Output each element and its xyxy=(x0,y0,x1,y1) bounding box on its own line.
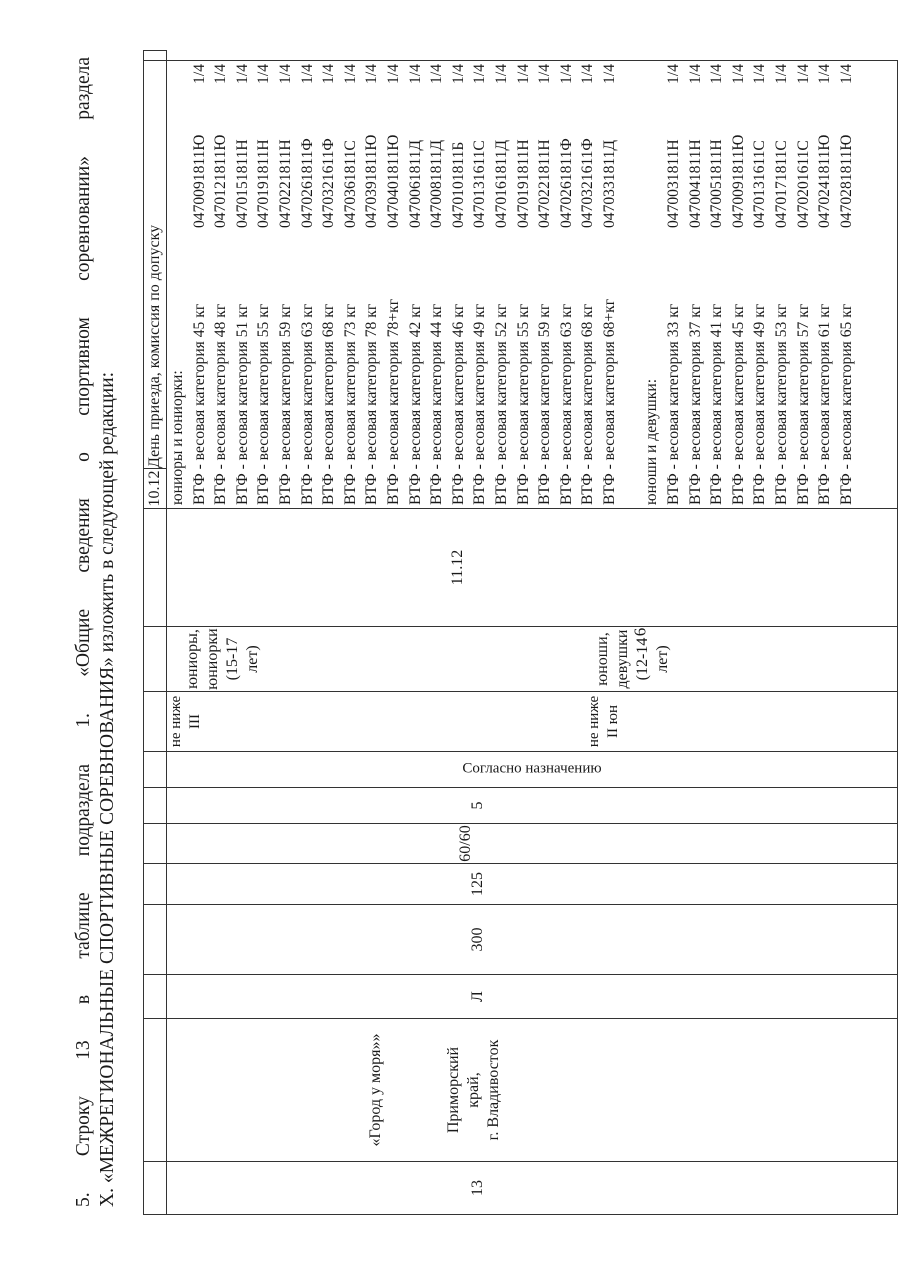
row-number-cell xyxy=(167,1162,898,1215)
category-quota: 1/4 xyxy=(471,64,489,84)
category-label: ВТФ - весовая категория 68+кг xyxy=(600,298,618,505)
category-code: 0470261811Ф xyxy=(557,138,575,228)
event-name: «Город у моря»» xyxy=(367,1033,384,1147)
category-label: ВТФ - весовая категория 78 кг xyxy=(363,303,381,505)
category-code: 0470151811Н xyxy=(233,139,251,228)
category-code: 0470321611Ф xyxy=(320,138,338,228)
category-row xyxy=(771,61,793,508)
category-quota: 1/4 xyxy=(428,64,446,84)
category-label: ВТФ - весовая категория 65 кг xyxy=(837,303,855,505)
category-row xyxy=(210,61,232,508)
category-code: 0470221811Н xyxy=(276,139,294,228)
category-row xyxy=(275,61,297,508)
juniors-title: юниоры и юниорки: xyxy=(169,370,186,505)
age-youth-2: девушки xyxy=(614,629,631,689)
category-quota: 1/4 xyxy=(255,64,273,84)
categories-cell xyxy=(167,61,898,509)
age-juniors xyxy=(183,627,263,691)
category-label: ВТФ - весовая категория 49 кг xyxy=(751,303,769,505)
category-code: 0470161811Д xyxy=(492,139,510,228)
category-quota: 1/4 xyxy=(708,64,726,84)
category-quota: 1/4 xyxy=(665,64,683,84)
category-quota: 1/4 xyxy=(492,64,510,84)
category-label: ВТФ - весовая категория 73 кг xyxy=(341,303,359,505)
category-quota: 1/4 xyxy=(514,64,532,84)
category-code: 0470121811Ю xyxy=(212,134,230,228)
category-label: ВТФ - весовая категория 45 кг xyxy=(729,303,747,505)
category-quota: 1/4 xyxy=(536,64,554,84)
category-code: 0470061811Д xyxy=(406,139,424,228)
category-label: ВТФ - весовая категория 57 кг xyxy=(794,303,812,505)
date-competition: 11.12 xyxy=(449,549,466,586)
event-place xyxy=(444,1019,504,1161)
category-row xyxy=(491,61,513,508)
category-code: 0470131611С xyxy=(471,140,489,228)
category-quota: 1/4 xyxy=(751,64,769,84)
category-row xyxy=(556,61,578,508)
category-code: 0470361811С xyxy=(341,140,359,228)
col7-cell xyxy=(167,788,898,824)
row-number: 13 xyxy=(469,1180,486,1196)
category-row xyxy=(814,61,836,508)
category-row xyxy=(253,61,275,508)
category-row xyxy=(577,61,599,508)
assignment-cell xyxy=(167,752,898,788)
category-quota: 1/4 xyxy=(557,64,575,84)
category-label: ВТФ - весовая категория 61 кг xyxy=(816,303,834,505)
category-code: 0470401811Ю xyxy=(384,134,402,228)
category-quota: 1/4 xyxy=(363,64,381,84)
category-row xyxy=(793,61,815,508)
participants-cell xyxy=(167,905,898,975)
category-row xyxy=(361,61,383,508)
age-youth-1: юноши, xyxy=(594,632,611,686)
category-row xyxy=(534,61,556,508)
category-label: ВТФ - весовая категория 68 кг xyxy=(320,303,338,505)
category-label: ВТФ - весовая категория 49 кг xyxy=(471,303,489,505)
juniors-list xyxy=(189,61,621,508)
category-quota: 1/4 xyxy=(729,64,747,84)
category-quota: 1/4 xyxy=(579,64,597,84)
category-quota: 1/4 xyxy=(298,64,316,84)
participants: 300 xyxy=(469,927,486,952)
category-quota: 1/4 xyxy=(233,64,251,84)
category-row xyxy=(340,61,362,508)
category-row xyxy=(836,61,858,508)
category-code: 0470041811Н xyxy=(686,139,704,228)
header-row xyxy=(144,51,167,1215)
category-label: ВТФ - весовая категория 48 кг xyxy=(212,303,230,505)
category-row xyxy=(728,61,750,508)
category-code: 0470321611Ф xyxy=(579,138,597,228)
category-row xyxy=(297,61,319,508)
category-code: 0470331811Д xyxy=(600,139,618,228)
category-code: 0470391811Ю xyxy=(363,134,381,228)
category-label: ВТФ - весовая категория 46 кг xyxy=(449,303,467,505)
col5-cell xyxy=(167,864,898,905)
youth-title: юноши и девушки: xyxy=(643,378,661,505)
category-row xyxy=(469,61,491,508)
category-label: ВТФ - весовая категория 37 кг xyxy=(686,303,704,505)
rank-cell xyxy=(167,692,898,752)
category-label: ВТФ - весовая категория 42 кг xyxy=(406,303,424,505)
intro-text xyxy=(72,57,120,1207)
col5-value: 125 xyxy=(469,872,486,896)
category-label: ВТФ - весовая категория 63 кг xyxy=(557,303,575,505)
category-label: ВТФ - весовая категория 68 кг xyxy=(579,303,597,505)
event-cell xyxy=(167,1019,898,1162)
age-youth-3: (12-14 лет) xyxy=(634,637,671,681)
category-quota: 1/4 xyxy=(773,64,791,84)
category-quota: 1/4 xyxy=(449,64,467,84)
col6-cell xyxy=(167,824,898,864)
category-row xyxy=(232,61,254,508)
category-quota: 1/4 xyxy=(794,64,812,84)
category-label: ВТФ - весовая категория 45 кг xyxy=(190,303,208,505)
event-type: Л xyxy=(469,991,486,1002)
category-code: 0470101811Б xyxy=(449,141,467,228)
category-label: ВТФ - весовая категория 33 кг xyxy=(665,303,683,505)
category-label: ВТФ - весовая категория 59 кг xyxy=(276,303,294,505)
category-code: 0470261811Ф xyxy=(298,138,316,228)
youth-list xyxy=(663,61,857,508)
category-code: 0470281811Ю xyxy=(837,134,855,228)
date-arrival: 10.12 xyxy=(144,469,167,509)
date-competition-cell xyxy=(167,509,898,627)
category-row xyxy=(448,61,470,508)
age-cell xyxy=(167,627,898,692)
rank-juniors: не ниже III xyxy=(168,695,203,748)
category-label: ВТФ - весовая категория 59 кг xyxy=(536,303,554,505)
category-code: 0470091811Ю xyxy=(190,134,208,228)
competitions-table xyxy=(143,50,898,1215)
age-juniors-1: юниоры, xyxy=(184,629,201,689)
category-label: ВТФ - весовая категория 55 кг xyxy=(514,303,532,505)
category-label: ВТФ - весовая категория 52 кг xyxy=(492,303,510,505)
rank-youth: не ниже II юн xyxy=(586,695,621,748)
page-number: 6 xyxy=(630,627,650,637)
category-row xyxy=(189,61,211,508)
category-row xyxy=(426,61,448,508)
category-quota: 1/4 xyxy=(406,64,424,84)
assignment-text: Согласно назначению xyxy=(462,761,602,777)
category-row xyxy=(513,61,535,508)
category-quota: 1/4 xyxy=(816,64,834,84)
category-quota: 1/4 xyxy=(686,64,704,84)
category-row xyxy=(405,61,427,508)
category-quota: 1/4 xyxy=(837,64,855,84)
category-quota: 1/4 xyxy=(320,64,338,84)
type-cell xyxy=(167,975,898,1019)
col6-value: 60/60 xyxy=(457,825,474,862)
arrival-text: День приезда, комиссия по допуску xyxy=(144,61,167,469)
category-row xyxy=(663,61,685,508)
category-quota: 1/4 xyxy=(341,64,359,84)
intro-line-2: X. «МЕЖРЕГИОНАЛЬНЫЕ СПОРТИВНЫЕ СОРЕВНОВАНИЯ» изложить в следующей редакции: xyxy=(97,371,118,1207)
category-code: 0470191811Н xyxy=(514,139,532,228)
table-row xyxy=(167,51,898,1215)
age-youth xyxy=(593,627,673,691)
category-label: ВТФ - весовая категория 63 кг xyxy=(298,303,316,505)
category-quota: 1/4 xyxy=(276,64,294,84)
category-quota: 1/4 xyxy=(384,64,402,84)
category-label: ВТФ - весовая категория 51 кг xyxy=(233,303,251,505)
category-quota: 1/4 xyxy=(190,64,208,84)
category-label: ВТФ - весовая категория 53 кг xyxy=(773,303,791,505)
category-code: 0470131611С xyxy=(751,140,769,228)
category-row xyxy=(599,61,621,508)
category-label: ВТФ - весовая категория 44 кг xyxy=(428,303,446,505)
category-row xyxy=(706,61,728,508)
age-juniors-2: юниорки xyxy=(204,628,221,690)
category-label: ВТФ - весовая категория 41 кг xyxy=(708,303,726,505)
category-quota: 1/4 xyxy=(600,64,618,84)
category-code: 0470091811Ю xyxy=(729,134,747,228)
age-juniors-3: (15-17 лет) xyxy=(224,637,261,681)
category-code: 0470221811Н xyxy=(536,139,554,228)
category-code: 0470241811Ю xyxy=(816,134,834,228)
category-label: ВТФ - весовая категория 78+кг xyxy=(384,298,402,505)
category-row xyxy=(749,61,771,508)
category-code: 0470051811Н xyxy=(708,139,726,228)
category-code: 0470171811С xyxy=(773,140,791,228)
intro-line-1: 5. Строку 13 в таблице подраздела 1. «Общие сведения о спортивном соревновании» раздела xyxy=(73,57,94,1207)
category-row xyxy=(685,61,707,508)
category-code: 0470081811Д xyxy=(428,139,446,228)
category-row xyxy=(383,61,405,508)
place-line-1: Приморский xyxy=(445,1046,462,1134)
col7-value: 5 xyxy=(469,801,486,810)
category-quota: 1/4 xyxy=(212,64,230,84)
place-line-3: г. Владивосток xyxy=(485,1039,502,1141)
category-label: ВТФ - весовая категория 55 кг xyxy=(255,303,273,505)
category-code: 0470201611С xyxy=(794,140,812,228)
category-row xyxy=(318,61,340,508)
category-code: 0470191811Н xyxy=(255,139,273,228)
category-code: 0470031811Н xyxy=(665,139,683,228)
place-line-2: край, xyxy=(465,1072,482,1108)
